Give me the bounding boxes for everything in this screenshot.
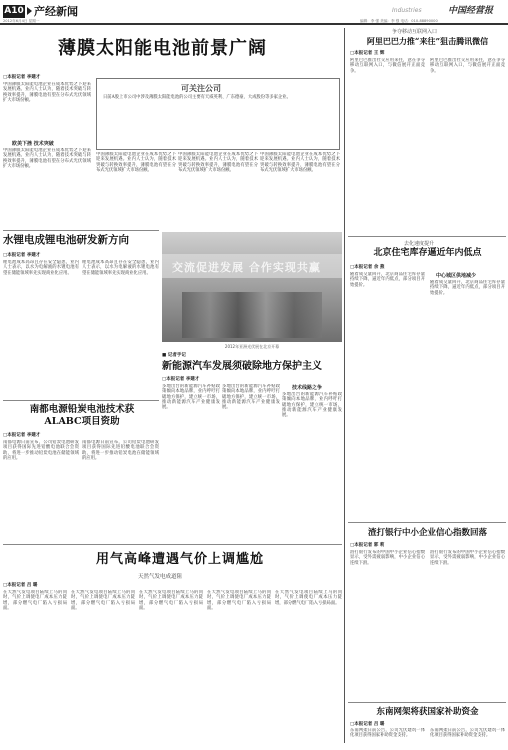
story3-byline: □本报记者 李建才 [3,433,41,438]
story2-col2: 锂电池成本高昂且存在安全隐患，业内人士表示，以水为电解液的水锂电池有望在储能领域率先实现商业化应用。 [82,260,159,276]
right2-subhead: 中心城区供地减少 [436,273,477,279]
photo-caption: 2012年亚洲光伏展在北京开幕 [224,344,280,349]
right2-col2: 随着成交量回升，北京商品住宅库存量持续下降，逼近年内低点，部分项目开始提价。 [430,280,505,296]
story2-headline: 水锂电成锂电池研发新方向 [3,234,129,246]
brand-logo: 中国经营报 [448,6,494,16]
date-line: 2012年6月4日 星期一 [3,19,40,23]
story5-col3: 在天然气发电项目陆续上马的同时，气价上调使电厂成本压力陡增，部分燃气电厂陷入亏损局面。 [139,590,203,611]
lead-sidebar-box [96,78,340,150]
right4-col1: 东南网架日前公告，公司光伏建筑一体化项目获得国家补助资金支持。 [350,728,425,739]
story5-rule [3,544,342,545]
sidebar-box-text: 日前A股上市公司中涉及薄膜太阳能电池的公司主要有天威英利、广东德豪、大成股份等多家企业。 [103,95,291,100]
story2-col1: 锂电池成本高昂且存在安全隐患，业内人士表示，以水为电解液的水锂电池有望在储能领域率先实现商业化应用。 [3,260,79,276]
story4-col1: 多地出台的新能源汽车补贴政策倾向本地品牌，业内呼吁打破地方保护，建立统一市场，推动新能源汽车产业健康发展。 [162,384,220,411]
expo-photo [162,232,342,342]
story2-rule [3,230,159,231]
right4-col2: 东南网架日前公告，公司光伏建筑一体化项目获得国家补助资金支持。 [430,728,505,739]
section-en: Industries [392,7,422,14]
right1-headline: 阿里巴巴力推“来往”狙击腾讯微信 [366,36,489,46]
right1-kicker: 争夺移动互联网入口 [392,29,438,35]
right3-headline: 渣打银行中小企业信心指数回落 [367,528,487,538]
lead-body-col4: 中国薄膜太阳能电池企业在成本优势之下迎来发展机遇。业内人士认为，随着技术突破与转换效率提升，薄膜电池有望在分布式光伏领域扩大市场份额。 [178,152,258,173]
lead-body-col2: 中国薄膜太阳能电池企业在成本优势之下迎来发展机遇。业内人士认为，随着技术突破与转换效率提升，薄膜电池有望在分布式光伏领域扩大市场份额。 [3,148,91,169]
lead-body-col5: 中国薄膜太阳能电池企业在成本优势之下迎来发展机遇。业内人士认为，随着技术突破与转换效率提升，薄膜电池有望在分布式光伏领域扩大市场份额。 [260,152,340,173]
lead-headline: 薄膜太阳能电池前景广阔 [58,38,267,59]
lead-subhead: 欧美下挫 技术突破 [12,141,54,147]
masthead-rule [0,23,508,25]
story5-byline: □本报记者 吕 璐 [3,583,38,588]
page-code-badge: A10 [4,6,24,16]
story5-col2: 在天然气发电项目陆续上马的同时，气价上调使电厂成本压力陡增，部分燃气电厂陷入亏损局面。 [71,590,135,611]
right4-headline: 东南网架将获国家补助资金 [376,707,479,717]
story5-subhead: 天然气发电成道阻 [138,574,183,580]
story4-headline: 新能源汽车发展须破除地方保护主义 [162,361,322,372]
lead-byline: □本报记者 李建才 [3,75,41,80]
story3-rule [3,400,159,401]
page-divider [344,28,345,743]
right4-byline: □本报记者 吕 璐 [350,722,385,727]
photo-banner-text: 交流促进发展 合作实现共赢 [172,261,321,274]
right3-byline: □本报记者 郭 莉 [350,543,385,548]
story3-col1: 南都电源日前宣布，公司铅炭电池研发项目获得国际先进铅酸电池联合会资助，将进一步推动铅炭电池在储能领域的应用。 [3,440,79,461]
section-title: 产经新闻 [34,5,78,18]
photo-people [182,292,322,338]
editor-line: 编辑：李 强 美编：李 强 电话：010-88890000 [360,19,438,23]
story4-byline: □本报记者 李建才 [162,377,200,382]
story3-headline: 南都电源铅炭电池技术获ALABC项目资助 [29,404,135,427]
story4-kicker: ■ 记者手记 [162,353,186,358]
story4-col2: 多地出台的新能源汽车补贴政策倾向本地品牌，业内呼吁打破地方保护，建立统一市场，推动新能源汽车产业健康发展。 [222,384,280,411]
story5-headline: 用气高峰遭遇气价上调尴尬 [96,552,265,567]
masthead [0,0,508,22]
sidebar-box-title: 可关注公司 [181,83,221,93]
story3-col2: 南都电源日前宣布，公司铅炭电池研发项目获得国际先进铅酸电池联合会资助，将进一步推动铅炭电池在储能领域的应用。 [82,440,159,461]
story5-col5: 在天然气发电项目陆续上马的同时，气价上调使电厂成本压力陡增，部分燃气电厂陷入亏损局面。 [275,590,342,606]
story4-col3: 多地出台的新能源汽车补贴政策倾向本地品牌，业内呼吁打破地方保护，建立统一市场，推动新能源汽车产业健康发展。 [282,392,342,419]
right3-rule [348,522,506,523]
section-arrow-icon [27,7,32,15]
right2-kicker: 去化速度提升 [404,241,435,247]
right4-rule [348,702,506,703]
right3-col2: 渣打银行发布的中国中小企业信心指数显示，受外需疲弱影响，中小企业信心连续下滑。 [430,550,505,566]
right3-col1: 渣打银行发布的中国中小企业信心指数显示，受外需疲弱影响，中小企业信心连续下滑。 [350,550,425,566]
story4-subhead: 技术线路之争 [292,385,323,391]
story5-col1: 在天然气发电项目陆续上马的同时，气价上调使电厂成本压力陡增，部分燃气电厂陷入亏损局面。 [3,590,67,611]
story5-col4: 在天然气发电项目陆续上马的同时，气价上调使电厂成本压力陡增，部分燃气电厂陷入亏损局面。 [207,590,271,611]
lead-body-col1: 中国薄膜太阳能电池企业在成本优势之下迎来发展机遇。业内人士认为，随着技术突破与转换效率提升，薄膜电池有望在分布式光伏领域扩大市场份额。 [3,82,91,103]
right2-headline: 北京住宅库存逼近年内低点 [373,248,482,258]
right1-col2: 阿里巴巴推出社交应用来往，意在争夺移动互联网入口，与微信展开正面竞争。 [430,58,505,74]
right1-byline: □本报记者 王 辉 [350,51,385,56]
right2-col1: 随着成交量回升，北京商品住宅库存量持续下降，逼近年内低点，部分项目开始提价。 [350,272,425,288]
right2-byline: □本报记者 余 燕 [350,265,385,270]
story2-byline: □本报记者 李建才 [3,253,41,258]
right1-col1: 阿里巴巴推出社交应用来往，意在争夺移动互联网入口，与微信展开正面竞争。 [350,58,425,74]
lead-body-col3: 中国薄膜太阳能电池企业在成本优势之下迎来发展机遇。业内人士认为，随着技术突破与转换效率提升，薄膜电池有望在分布式光伏领域扩大市场份额。 [96,152,176,173]
right2-rule [348,236,506,237]
